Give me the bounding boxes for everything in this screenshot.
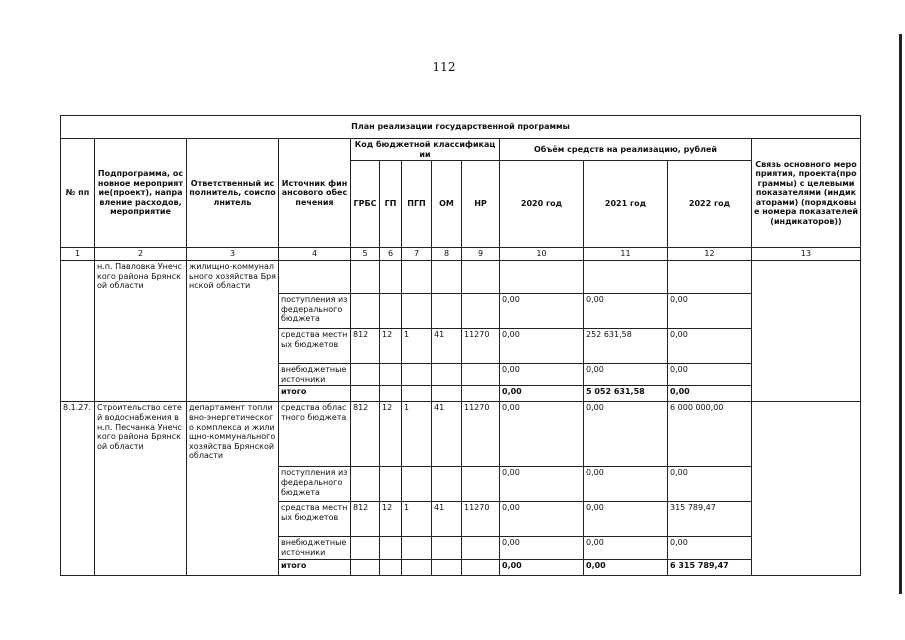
amount-2022-cell: 0,00 <box>668 467 752 502</box>
amount-cell <box>500 261 584 294</box>
code-gp-cell <box>380 537 402 559</box>
code-om-cell <box>432 386 462 402</box>
column-number: 1 <box>61 248 95 261</box>
code-cell <box>462 261 500 294</box>
amount-2020-cell: 0,00 <box>500 467 584 502</box>
column-number: 6 <box>380 248 402 261</box>
code-om-cell <box>432 294 462 329</box>
source-cell: итого <box>279 386 351 402</box>
code-gp-cell: 12 <box>380 502 402 537</box>
source-cell: итого <box>279 559 351 575</box>
amount-2022-cell: 0,00 <box>668 386 752 402</box>
code-nr-cell <box>462 467 500 502</box>
executor-cell: жилищно-коммунального хозяйства Брянской области <box>187 261 279 402</box>
header-link: Связь основного мероприятия, проекта(программы) с целевыми показателями (индикаторами) (порядковые номера показателей (индикаторов)) <box>752 139 861 248</box>
code-nr-cell <box>462 537 500 559</box>
header-volume-group: Объём средств на реализацию, рублей <box>500 139 752 161</box>
header-code-gp: ГП <box>380 161 402 248</box>
amount-2021-cell: 252 631,58 <box>584 329 668 364</box>
column-number: 5 <box>351 248 380 261</box>
header-code-om: ОМ <box>432 161 462 248</box>
plan-table <box>60 115 861 576</box>
code-pgp-cell <box>402 386 432 402</box>
amount-2020-cell: 0,00 <box>500 364 584 386</box>
code-gp-cell <box>380 364 402 386</box>
column-number: 2 <box>95 248 187 261</box>
header-year-2021: 2021 год <box>584 161 668 248</box>
code-gp-cell <box>380 294 402 329</box>
column-number: 9 <box>462 248 500 261</box>
scan-edge-line <box>899 34 902 594</box>
code-nr-cell <box>462 559 500 575</box>
amount-2021-cell: 0,00 <box>584 364 668 386</box>
code-nr-cell: 11270 <box>462 402 500 467</box>
code-pgp-cell: 1 <box>402 502 432 537</box>
code-nr-cell <box>462 386 500 402</box>
column-number: 10 <box>500 248 584 261</box>
source-cell <box>279 261 351 294</box>
code-grbs-cell <box>351 294 380 329</box>
amount-2021-cell: 0,00 <box>584 537 668 559</box>
amount-2022-cell: 0,00 <box>668 364 752 386</box>
amount-2021-cell: 5 052 631,58 <box>584 386 668 402</box>
code-cell <box>351 261 380 294</box>
code-pgp-cell <box>402 294 432 329</box>
code-gp-cell: 12 <box>380 402 402 467</box>
measure-name-cell: н.п. Павловка Унечского района Брянской области <box>95 261 187 402</box>
code-om-cell: 41 <box>432 329 462 364</box>
column-number: 13 <box>752 248 861 261</box>
amount-2022-cell: 315 789,47 <box>668 502 752 537</box>
row-num-cell: 8.1.27. <box>61 402 95 575</box>
code-grbs-cell <box>351 467 380 502</box>
code-nr-cell: 11270 <box>462 502 500 537</box>
header-code-pgp: ПГП <box>402 161 432 248</box>
code-pgp-cell: 1 <box>402 402 432 467</box>
column-number: 8 <box>432 248 462 261</box>
header-source: Источник финансового обеспечения <box>279 139 351 248</box>
code-om-cell <box>432 364 462 386</box>
source-cell: поступления из федерального бюджета <box>279 294 351 329</box>
code-gp-cell <box>380 386 402 402</box>
column-number: 7 <box>402 248 432 261</box>
code-om-cell <box>432 559 462 575</box>
header-executor: Ответственный исполнитель, соисполнитель <box>187 139 279 248</box>
code-grbs-cell <box>351 364 380 386</box>
code-pgp-cell <box>402 364 432 386</box>
header-code-grbs: ГРБС <box>351 161 380 248</box>
source-cell: средства местных бюджетов <box>279 502 351 537</box>
amount-2020-cell: 0,00 <box>500 386 584 402</box>
header-year-2022: 2022 год <box>668 161 752 248</box>
code-cell <box>402 261 432 294</box>
column-number: 3 <box>187 248 279 261</box>
amount-2021-cell: 0,00 <box>584 402 668 467</box>
amount-2022-cell: 6 000 000,00 <box>668 402 752 467</box>
column-number: 4 <box>279 248 351 261</box>
source-cell: внебюджетные источники <box>279 364 351 386</box>
amount-2020-cell: 0,00 <box>500 294 584 329</box>
header-year-2020: 2020 год <box>500 161 584 248</box>
code-grbs-cell: 812 <box>351 502 380 537</box>
code-nr-cell <box>462 294 500 329</box>
code-nr-cell: 11270 <box>462 329 500 364</box>
measure-name-cell: Строительство сетей водоснабжения в н.п. Песчанка Унечского района Брянской области <box>95 402 187 575</box>
code-om-cell: 41 <box>432 402 462 467</box>
amount-cell <box>584 261 668 294</box>
code-grbs-cell <box>351 537 380 559</box>
header-subprogram: Подпрограмма, основное мероприятие(проект), направление расходов, мероприятие <box>95 139 187 248</box>
code-grbs-cell: 812 <box>351 329 380 364</box>
link-cell <box>752 261 861 402</box>
amount-cell <box>668 261 752 294</box>
code-om-cell <box>432 537 462 559</box>
code-om-cell <box>432 467 462 502</box>
code-nr-cell <box>462 364 500 386</box>
amount-2020-cell: 0,00 <box>500 537 584 559</box>
header-code-nr: НР <box>462 161 500 248</box>
row-num-cell <box>61 261 95 402</box>
table-title: План реализации государственной программы <box>61 116 861 139</box>
code-grbs-cell <box>351 386 380 402</box>
header-num: № пп <box>61 139 95 248</box>
amount-2020-cell: 0,00 <box>500 329 584 364</box>
amount-2020-cell: 0,00 <box>500 559 584 575</box>
amount-2022-cell: 0,00 <box>668 329 752 364</box>
amount-2022-cell: 6 315 789,47 <box>668 559 752 575</box>
page-number: 112 <box>432 60 456 74</box>
source-cell: поступления из федерального бюджета <box>279 467 351 502</box>
executor-cell: департамент топливно-энергетического комплекса и жилищно-коммунального хозяйства Брянской области <box>187 402 279 575</box>
amount-2021-cell: 0,00 <box>584 467 668 502</box>
code-gp-cell <box>380 559 402 575</box>
amount-2022-cell: 0,00 <box>668 537 752 559</box>
header-budget-code-group: Код бюджетной классификации <box>351 139 500 161</box>
link-cell <box>752 402 861 575</box>
table-row <box>61 402 861 467</box>
code-gp-cell: 12 <box>380 329 402 364</box>
code-pgp-cell: 1 <box>402 329 432 364</box>
code-pgp-cell <box>402 559 432 575</box>
amount-2022-cell: 0,00 <box>668 294 752 329</box>
amount-2021-cell: 0,00 <box>584 559 668 575</box>
source-cell: внебюджетные источники <box>279 537 351 559</box>
code-om-cell: 41 <box>432 502 462 537</box>
table-row <box>61 261 861 294</box>
source-cell: средства местных бюджетов <box>279 329 351 364</box>
amount-2020-cell: 0,00 <box>500 402 584 467</box>
code-gp-cell <box>380 467 402 502</box>
column-number: 11 <box>584 248 668 261</box>
amount-2021-cell: 0,00 <box>584 294 668 329</box>
code-grbs-cell: 812 <box>351 402 380 467</box>
amount-2021-cell: 0,00 <box>584 502 668 537</box>
column-number: 12 <box>668 248 752 261</box>
code-cell <box>432 261 462 294</box>
code-pgp-cell <box>402 467 432 502</box>
amount-2020-cell: 0,00 <box>500 502 584 537</box>
code-pgp-cell <box>402 537 432 559</box>
column-number-row <box>61 248 861 261</box>
source-cell: средства областного бюджета <box>279 402 351 467</box>
code-grbs-cell <box>351 559 380 575</box>
code-cell <box>380 261 402 294</box>
